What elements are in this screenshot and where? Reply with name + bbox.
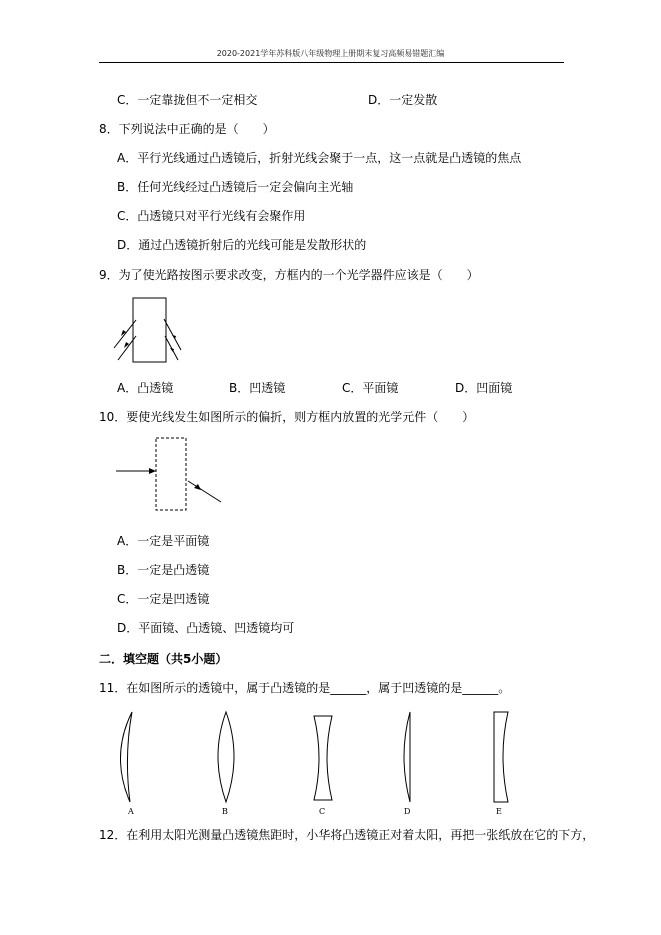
q8-option-c: C．凸透镜只对平行光线有会聚作用 (117, 209, 306, 223)
q8-stem: 8．下列说法中正确的是（ ） (99, 122, 275, 136)
q10-box (156, 438, 186, 510)
header-rule (99, 62, 564, 63)
section-title: 二．填空题（共5小题） (99, 652, 228, 666)
q7-option-d: D．一定发散 (368, 93, 438, 107)
q9-stem: 9．为了使光路按图示要求改变，方框内的一个光学器件应该是（ ） (99, 268, 479, 282)
lens-a (120, 712, 132, 802)
q9-diagram (100, 292, 200, 372)
q10-stem: 10．要使光线发生如图所示的偏折，则方框内放置的光学元件（ ） (99, 410, 475, 424)
q12-stem: 12．在利用太阳光测量凸透镜焦距时，小华将凸透镜正对着太阳，再把一张纸放在它的下方， (99, 828, 595, 842)
q9-option-c: C．平面镜 (342, 381, 399, 395)
lens-label-d: D (404, 807, 411, 816)
lens-e (494, 712, 508, 802)
q10-option-c: C．一定是凹透镜 (117, 592, 210, 606)
q10-option-b: B．一定是凸透镜 (117, 563, 210, 577)
q11-stem: 11．在如图所示的透镜中，属于凸透镜的是______，属于凹透镜的是______。 (99, 681, 511, 695)
q8-option-b: B．任何光线经过凸透镜后一定会偏向主光轴 (117, 180, 354, 194)
q10-option-a: A．一定是平面镜 (117, 534, 210, 548)
q9-arrow-right-upper (172, 335, 176, 339)
lens-label-e: E (496, 807, 502, 816)
q9-option-d: D．凹面镜 (455, 381, 513, 395)
lens-label-a: A (128, 807, 134, 816)
page-header: 2020-2021学年苏科版八年级物理上册期末复习高频易错题汇编 (216, 49, 445, 58)
lens-b (218, 712, 234, 802)
q10-outgoing-ray (188, 481, 221, 502)
q7-option-c: C．一定靠拢但不一定相交 (117, 93, 258, 107)
lens-c (314, 716, 332, 800)
lens-d (404, 712, 410, 802)
q8-option-d: D．通过凸透镜折射后的光线可能是发散形状的 (117, 238, 367, 252)
q10-diagram (110, 434, 230, 514)
lens-label-c: C (319, 807, 326, 816)
q11-lens-figure (110, 708, 530, 818)
lens-label-b: B (222, 807, 228, 816)
q9-ray-right-upper (164, 319, 181, 350)
q10-option-d: D．平面镜、凸透镜、凹透镜均可 (117, 621, 295, 635)
q9-option-a: A．凸透镜 (117, 381, 174, 395)
q9-ray-right-lower (165, 336, 178, 360)
q9-box (133, 298, 166, 362)
q9-option-b: B．凹透镜 (229, 381, 286, 395)
q10-arrow-in (149, 468, 156, 474)
q8-option-a: A．平行光线通过凸透镜后，折射光线会聚于一点，这一点就是凸透镜的焦点 (117, 151, 522, 165)
